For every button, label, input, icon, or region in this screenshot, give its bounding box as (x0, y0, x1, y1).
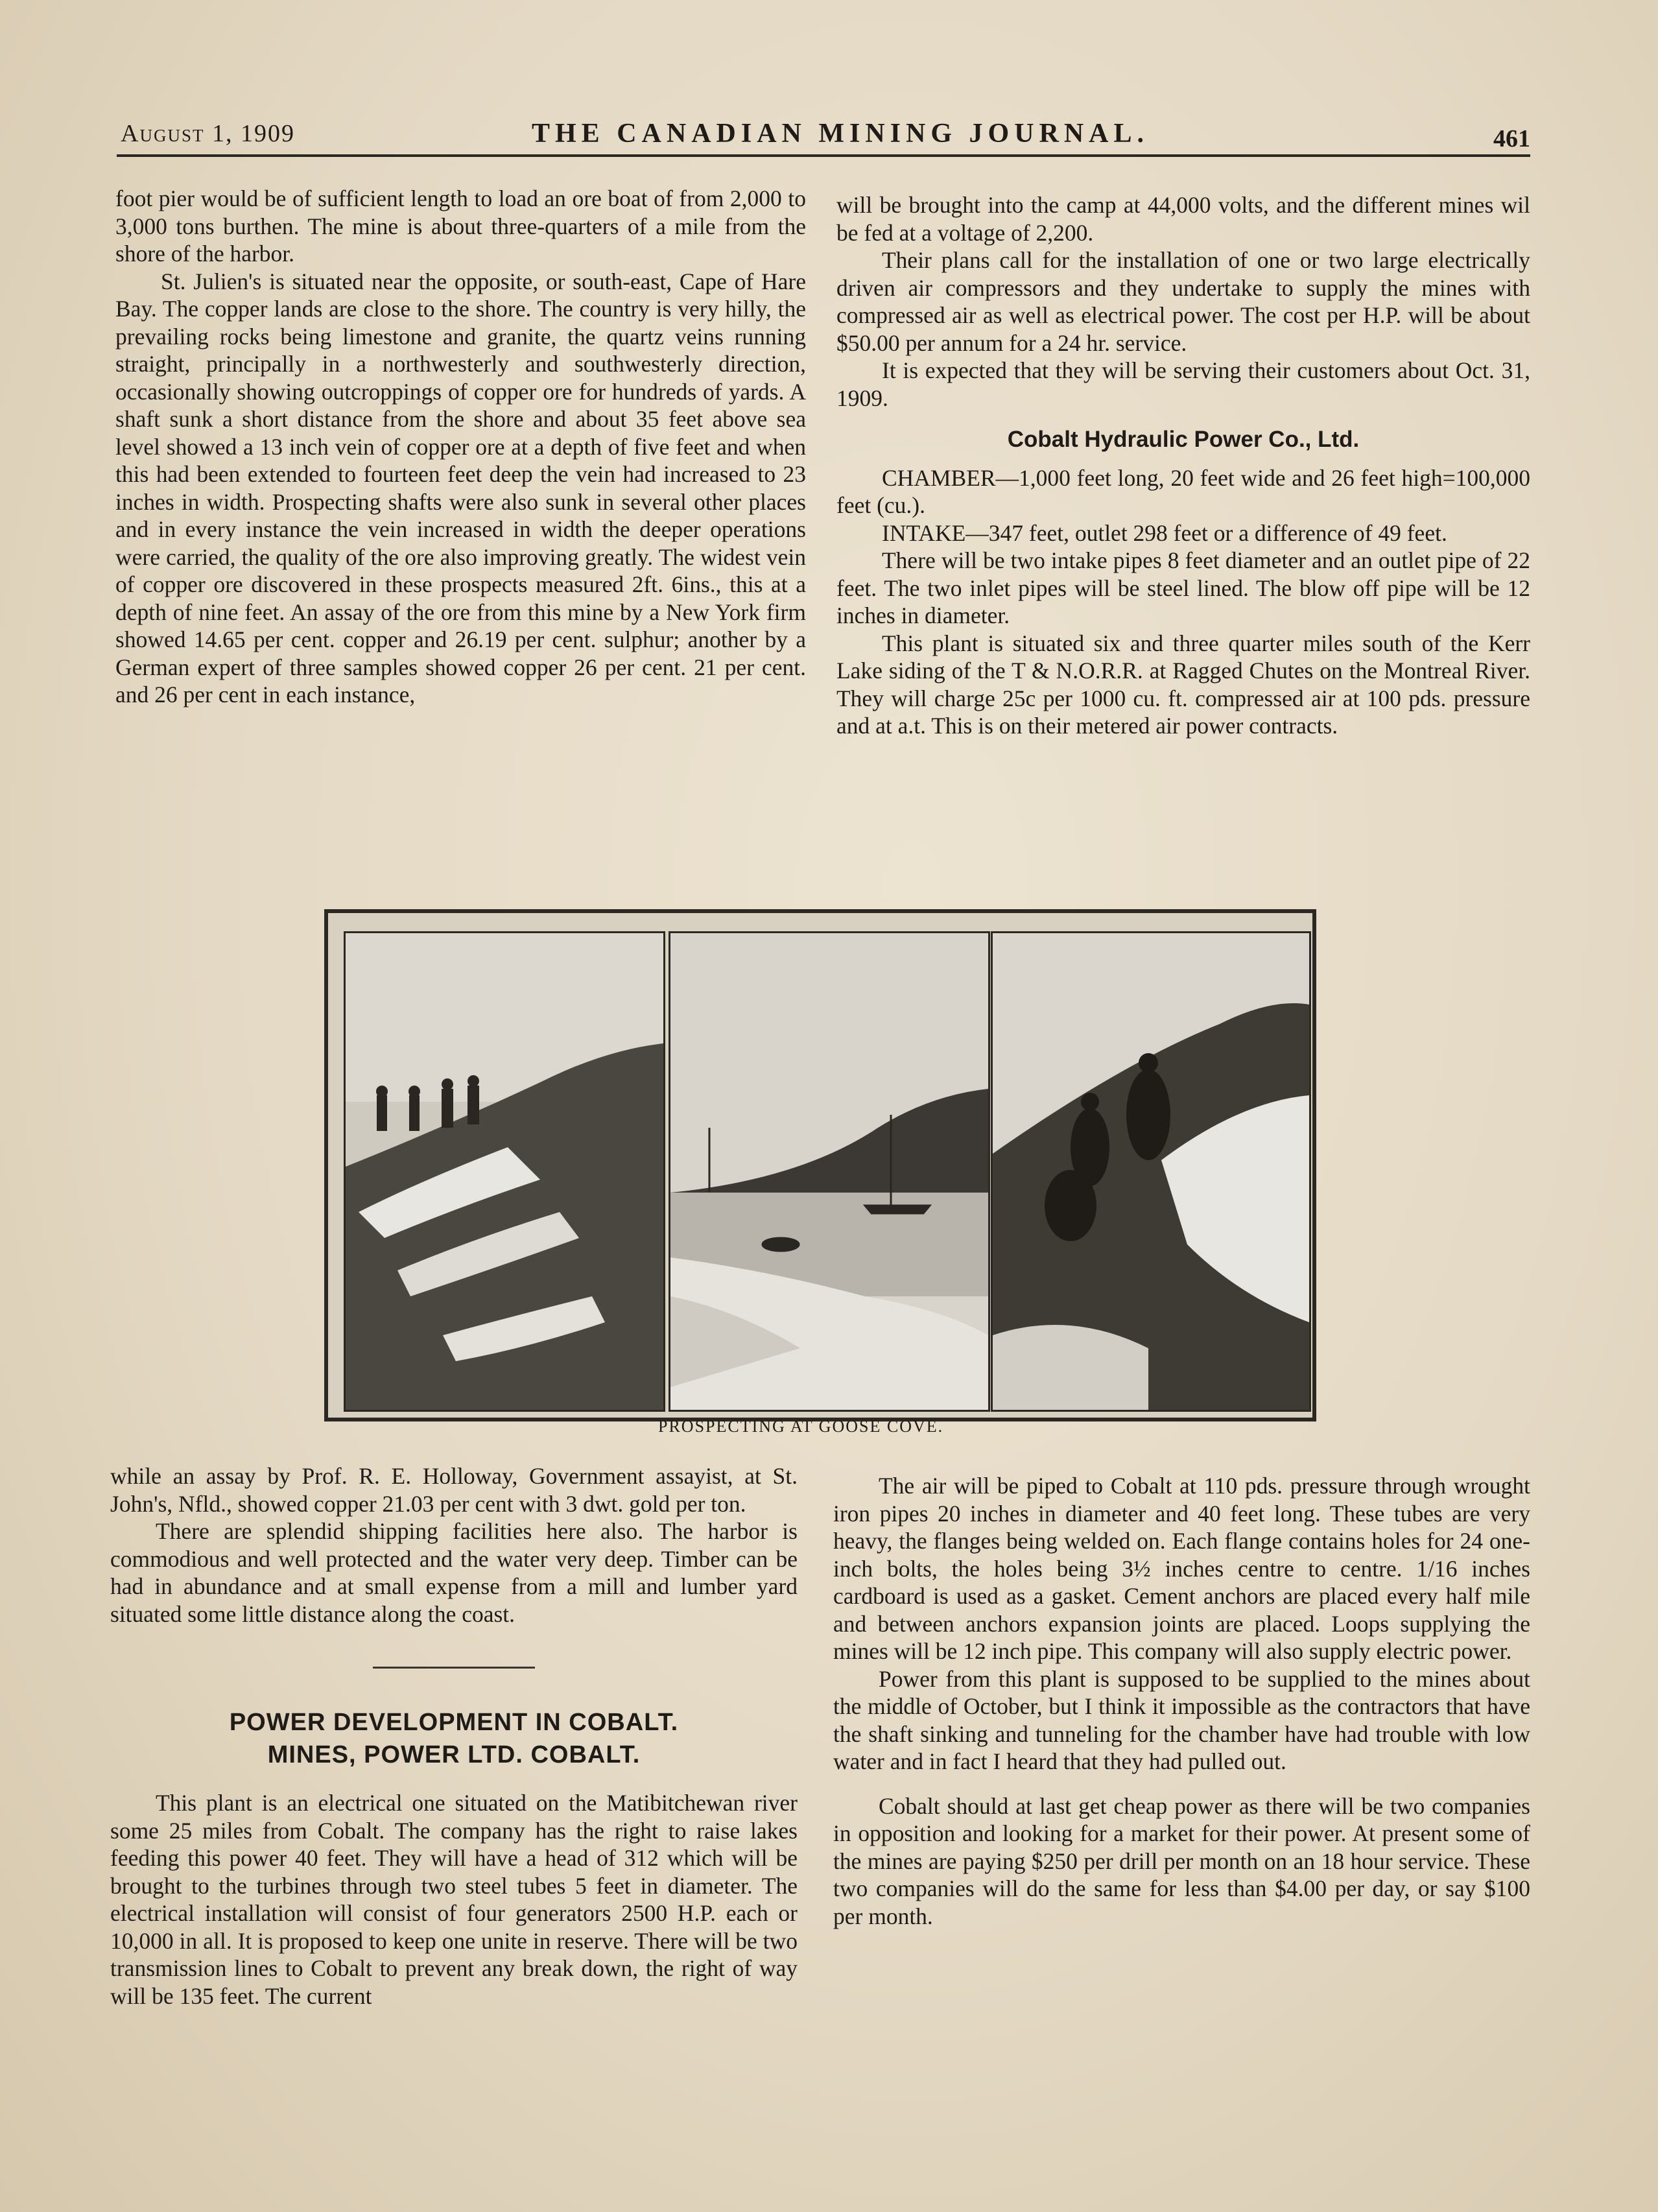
paragraph: foot pier would be of sufficient length to load an ore boat of from 2,000 to 3,000 tons burthen. The mine is about three-quarters of a mile from the shore of the harbor. (115, 185, 806, 267)
header-date: August 1, 1909 (121, 120, 295, 147)
article-title-line: MINES, POWER LTD. COBALT. (267, 1741, 641, 1768)
paragraph: while an assay by Prof. R. E. Holloway, Government assayist, at St. John's, Nfld., showed copper 21.03 per cent with 3 dwt. gold per ton. (110, 1463, 798, 1517)
paragraph: Power from this plant is supposed to be supplied to the mines about the middle of October, but I think it impossible as the contractors that have the shaft sinking and tunneling for the chamber have had trouble with low water and in fact I heard that they had pulled out. (833, 1665, 1530, 1774)
running-header (117, 115, 1530, 157)
paragraph: This plant is situated six and three quarter miles south of the Kerr Lake siding of the T & N.O.R.R. at Ragged Chutes on the Montreal River. They will charge 25c per 1000 cu. ft. compressed air at 100 pds. pressure and at a.t. This is on their metered air power contracts. (836, 630, 1530, 739)
section-subheading: Cobalt Hydraulic Power Co., Ltd. (1007, 427, 1360, 452)
paragraph: will be brought into the camp at 44,000 volts, and the different mines wil be fed at a voltage of 2,200. (836, 192, 1530, 246)
photo-panel-right (991, 931, 1311, 1412)
paragraph: This plant is an electrical one situated on the Matibitchewan river some 25 miles from Cobalt. The company has the right to raise lakes feeding this power 40 feet. They will have a head of 312 which will be brought to the turbines through two steel tubes 5 feet in diameter. The electrical installation will consist of four generators 2500 H.P. each or 10,000 in all. It is proposed to keep one unite in reserve. There will be two transmission lines to Cobalt to prevent any break down, the right of way will be 135 feet. The current (110, 1790, 798, 2009)
photo-panel-middle (669, 931, 990, 1412)
paragraph: There will be two intake pipes 8 feet diameter and an outlet pipe of 22 feet. The two inlet pipes will be steel lined. The blow off pipe will be 12 inches in diameter. (836, 547, 1530, 628)
column-bottom-right (833, 1472, 1530, 1930)
paragraph: The air will be piped to Cobalt at 110 pds. pressure through wrought iron pipes 20 inches in diameter and 40 feet long. These tubes are very heavy, the flanges being welded on. Each flange contains holes for 24 one-inch bolts, the holes being 3½ inches centre to centre. 1/16 inches cardboard is used as a gasket. Cement anchors are placed every half mile and between anchors expansion joints are placed. Loops supplying the mines will be 12 inch pipe. This company will also supply electric power. (833, 1473, 1530, 1664)
column-top-right (836, 191, 1530, 740)
men-climbing-photo (993, 933, 1309, 1410)
figure-caption: PROSPECTING AT GOOSE COVE. (658, 1417, 944, 1436)
paragraph: St. Julien's is situated near the opposite, or south-east, Cape of Hare Bay. The copper lands are close to the shore. The country is very hilly, the prevailing rocks being limestone and granite, the quartz veins running straight, principally in a northwesterly and southwesterly direction, occasionally showing outcroppings of copper ore for hundreds of yards. A shaft sunk a short distance from the shore and about 35 feet above sea level showed a 13 inch vein of copper ore at a depth of five feet and when this had been extended to fourteen feet deep the vein had increased to 23 inches in width. Prospecting shafts were also sunk in several other places and in every instance the vein increased in width the deeper operations were carried, the quality of the ore also improving greatly. The widest vein of copper ore discovered in these prospects measured 2ft. 6ins., this at a depth of nine feet. An assay of the ore from this mine by a New York firm showed 14.65 per cent. copper and 26.19 per cent. sulphur; another by a German expert of three samples showed copper 26 per cent. 21 per cent. and 26 per cent in each instance, (115, 268, 806, 708)
harbor-boats-photo (670, 933, 988, 1410)
paragraph: It is expected that they will be serving their customers about Oct. 31, 1909. (836, 357, 1530, 411)
paragraph: Cobalt should at last get cheap power as there will be two companies in opposition and looking for a market for their power. At present some of the mines are paying $250 per drill per month on an 18 hour service. These two companies will do the same for less than $4.00 per day, or say $100 per month. (833, 1792, 1530, 1929)
article-title (110, 1706, 798, 1771)
paragraph: CHAMBER—1,000 feet long, 20 feet wide and 26 feet high=100,000 feet (cu.). (836, 464, 1530, 518)
photo-figure (324, 909, 1316, 1421)
photo-panel-left (344, 931, 665, 1412)
snowy-hillside-photo (346, 933, 663, 1410)
section-divider (373, 1667, 535, 1669)
journal-title: THE CANADIAN MINING JOURNAL. (532, 119, 1150, 149)
page-number: 461 (1493, 125, 1530, 152)
paragraph: Their plans call for the installation of one or two large electrically driven air compressors and they undertake to supply the mines with compressed air as well as electrical power. The cost per H.P. will be about $50.00 per annum for a 24 hr. service. (836, 247, 1530, 356)
paragraph: There are splendid shipping facilities here also. The harbor is commodious and well protected and the water very deep. Timber can be had in abundance and at small expense from a mill and lumber yard situated some little distance along the coast. (110, 1518, 798, 1627)
paragraph: INTAKE—347 feet, outlet 298 feet or a difference of 49 feet. (882, 519, 1447, 546)
column-bottom-left (110, 1462, 798, 2010)
article-title-line: POWER DEVELOPMENT IN COBALT. (229, 1709, 679, 1736)
column-top-left (115, 185, 806, 709)
